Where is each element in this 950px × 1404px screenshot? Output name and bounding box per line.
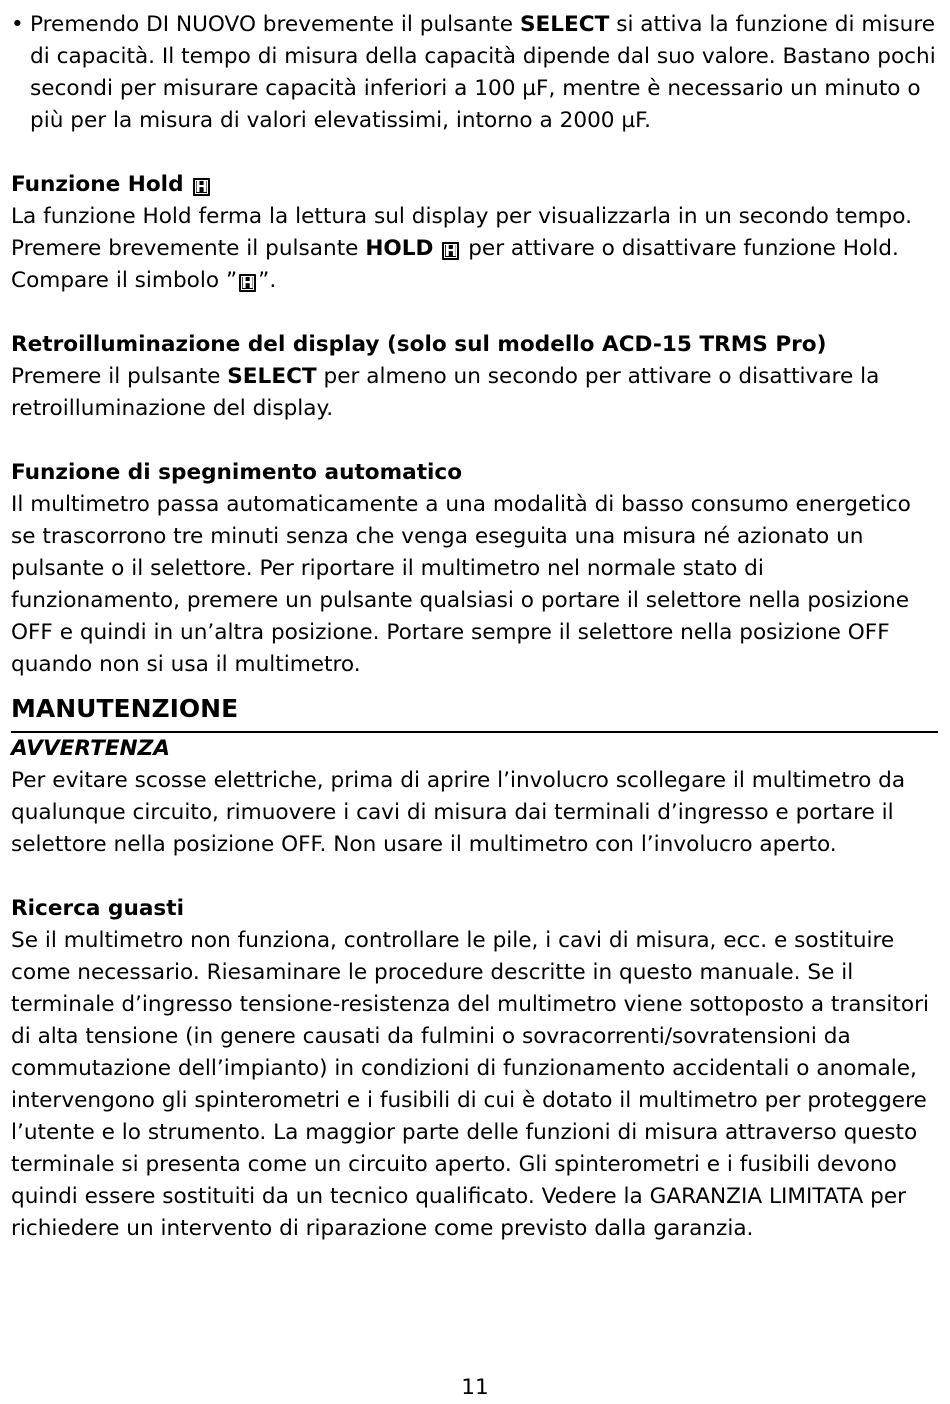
hold-keyword: HOLD bbox=[365, 236, 434, 261]
hold-icon: H bbox=[442, 242, 459, 260]
hold-text-1: La funzione Hold ferma la lettura sul display per visualizzarla in un secondo tempo. Premere brevemente il pulsante bbox=[11, 204, 912, 261]
backlight-text-1: Premere il pulsante bbox=[11, 364, 228, 389]
backlight-text-2: per almeno un secondo per attivare o disattivare la retroilluminazione del display. bbox=[11, 364, 880, 421]
warning-label: AVVERTENZA bbox=[11, 736, 171, 761]
hold-heading bbox=[11, 169, 938, 201]
backlight-heading: Retroilluminazione del display (solo sul modello ACD-15 TRMS Pro) bbox=[11, 332, 827, 357]
warning-paragraph: Per evitare scosse elettriche, prima di aprire l’involucro scollegare il multimetro da qualunque circuito, rimuovere i cavi di misura dai terminali d’ingresso e portare il selettore nella posizione OFF. Non usare il multimetro con l’involucro aperto. bbox=[11, 768, 906, 857]
bullet-marker: • bbox=[11, 12, 24, 37]
autooff-paragraph: Il multimetro passa automaticamente a una modalità di basso consumo energetico se trascorrono tre minuti senza che venga eseguita una misura né azionato un pulsante o il selettore. Per riportare il multimetro nel normale stato di funzionamento, premere un pulsante qualsiasi o portare il selettore nella posizione OFF e quindi in un’altra posizione. Portare sempre il selettore nella posizione OFF quando non si usa il multimetro. bbox=[11, 492, 911, 677]
page-number: 11 bbox=[461, 1375, 489, 1400]
hold-paragraph bbox=[11, 201, 938, 297]
document-page bbox=[11, 9, 938, 1245]
hold-text-3: ”. bbox=[258, 268, 277, 293]
troubleshooting-heading: Ricerca guasti bbox=[11, 896, 184, 921]
troubleshooting-paragraph: Se il multimetro non funziona, controllare le pile, i cavi di misura, ecc. e sostituire come necessario. Riesaminare le procedure descritte in questo manuale. Se il terminale d’ingresso tensione-resistenza del multimetro viene sottoposto a transitori di alta tensione (in genere causati da fulmini o sovracorrenti/sovratensioni da commutazione dell’impianto) in condizioni di funzionamento accidentali o anomale, intervengono gli spinterometri e i fusibili di cui è dotato il multimetro per proteggere l’utente e lo strumento. La maggior parte delle funzioni di misura attraverso questo terminale si presenta come un circuito aperto. Gli spinterometri e i fusibili devono quindi essere sostituiti da un tecnico qualificato. Vedere la GARANZIA LIMITATA per richiedere un intervento di riparazione come previsto dalla garanzia. bbox=[11, 928, 929, 1241]
select-keyword: SELECT bbox=[519, 12, 610, 37]
hold-title: Funzione Hold bbox=[11, 172, 184, 197]
maintenance-title: MANUTENZIONE bbox=[11, 694, 239, 723]
bullet-text-1: Premendo DI NUOVO brevemente il pulsante bbox=[30, 12, 520, 37]
select-keyword: SELECT bbox=[227, 364, 317, 389]
capacitance-bullet bbox=[11, 9, 938, 137]
autooff-heading: Funzione di spegnimento automatico bbox=[11, 460, 463, 485]
bullet-text-2: si attiva la funzione di misure di capacità. Il tempo di misura della capacità dipende dal suo valore. Bastano pochi secondi per misurare capacità inferiori a 100 µF, mentre è necessario un minuto o più per la misura di valori elevatissimi, intorno a 2000 µF. bbox=[30, 12, 936, 133]
hold-icon: H bbox=[239, 274, 256, 292]
backlight-paragraph bbox=[11, 361, 938, 425]
hold-text-2: per attivare o disattivare funzione Hold. Compare il simbolo ” bbox=[11, 236, 899, 293]
hold-icon: H bbox=[193, 178, 210, 196]
